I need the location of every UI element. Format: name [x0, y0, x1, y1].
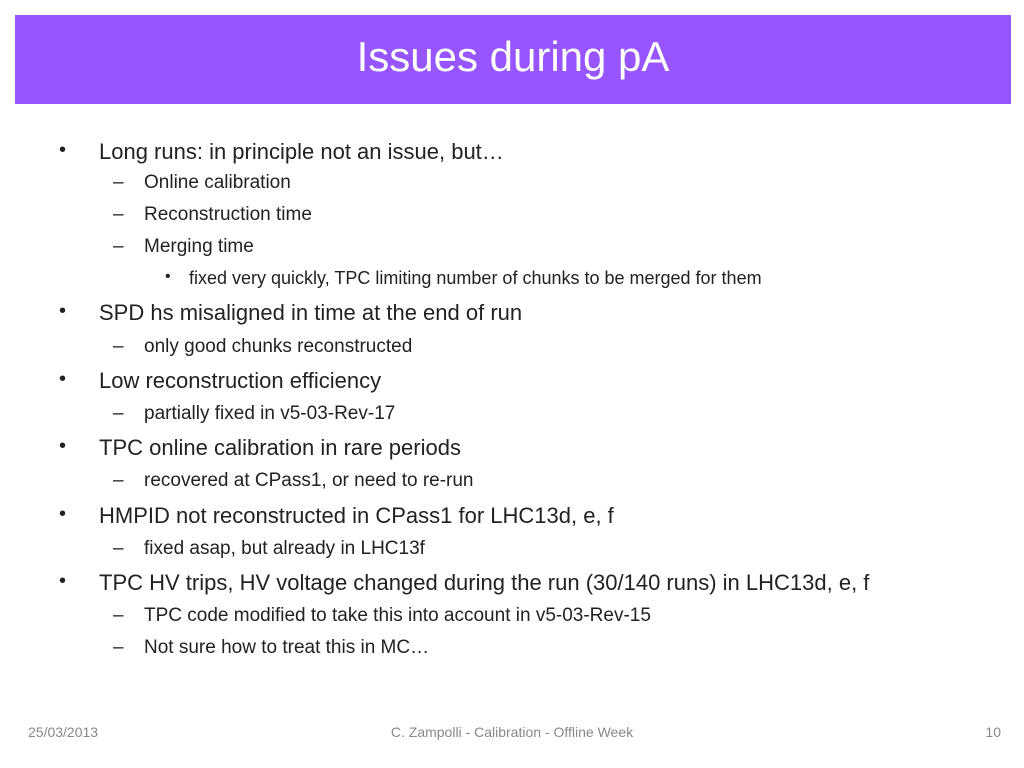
sub-bullet-text: only good chunks reconstructed: [144, 336, 413, 357]
bullet-text: HMPID not reconstructed in CPass1 for LHC13d, e, f: [99, 503, 614, 528]
dash-icon: –: [113, 204, 124, 225]
dash-icon: –: [113, 637, 124, 658]
sub-bullet-text: Reconstruction time: [144, 204, 312, 225]
footer-date: 25/03/2013: [28, 724, 99, 740]
bullet-icon: •: [59, 139, 67, 161]
bullet-icon: •: [59, 503, 67, 525]
sub-bullet-text: fixed asap, but already in LHC13f: [144, 538, 425, 559]
sub-bullet-text: TPC code modified to take this into account in v5-03-Rev-15: [144, 605, 651, 626]
dash-icon: –: [113, 403, 124, 424]
sub-bullet-text: Merging time: [144, 236, 254, 257]
bullet-text: TPC online calibration in rare periods: [99, 435, 461, 460]
slide-title: Issues during pA: [356, 32, 670, 80]
sub-sub-bullet-text: fixed very quickly, TPC limiting number of chunks to be merged for them: [189, 268, 762, 288]
bullet-icon: •: [59, 435, 67, 457]
sub-bullet-text: Not sure how to treat this in MC…: [144, 637, 430, 658]
bullet-text: TPC HV trips, HV voltage changed during the run (30/140 runs) in LHC13d, e, f: [99, 570, 870, 595]
bullet-text: SPD hs misaligned in time at the end of run: [99, 300, 523, 325]
bullet-text: Low reconstruction efficiency: [99, 368, 382, 393]
title-bar: [15, 15, 1011, 104]
bullet-icon: •: [165, 268, 171, 285]
dash-icon: –: [113, 336, 124, 357]
dash-icon: –: [113, 172, 124, 193]
footer-title: C. Zampolli - Calibration - Offline Week: [390, 724, 634, 740]
sub-bullet-text: recovered at CPass1, or need to re-run: [144, 470, 474, 491]
bullet-icon: •: [59, 300, 67, 322]
sub-bullet-text: partially fixed in v5-03-Rev-17: [144, 403, 396, 424]
dash-icon: –: [113, 470, 124, 491]
bullet-icon: •: [59, 570, 67, 592]
dash-icon: –: [113, 538, 124, 559]
dash-icon: –: [113, 605, 124, 626]
sub-bullet-text: Online calibration: [144, 172, 291, 193]
dash-icon: –: [113, 236, 124, 257]
bullet-text: Long runs: in principle not an issue, but…: [99, 139, 504, 164]
footer-page-number: 10: [985, 724, 1001, 740]
bullet-icon: •: [59, 368, 67, 390]
